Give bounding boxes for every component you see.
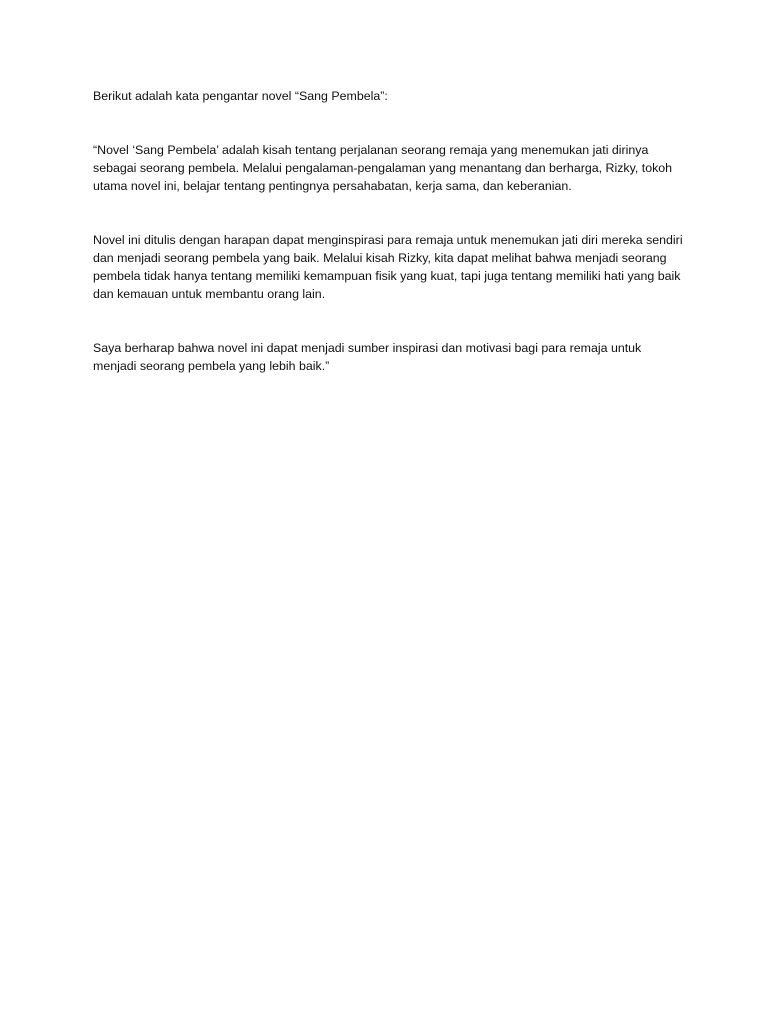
intro-line: Berikut adalah kata pengantar novel “Sang Pembela”: [93, 89, 388, 103]
paragraph-2: Novel ini ditulis dengan harapan dapat menginspirasi para remaja untuk menemukan jati diri mereka sendiri dan menjadi seorang pembela yang baik. Melalui kisah Rizky, kita dapat melihat bahwa menjadi seorang pembela tidak hanya tentang memiliki kemampuan fisik yang kuat, tapi juga tentang memiliki hati yang baik dan kemauan untuk membantu orang lain. [93, 233, 683, 301]
paragraph-3: Saya berharap bahwa novel ini dapat menjadi sumber inspirasi dan motivasi bagi para remaja untuk menjadi seorang pembela yang lebih baik.” [93, 341, 642, 373]
document-body [93, 87, 683, 375]
paragraph-1: “Novel ‘Sang Pembela’ adalah kisah tentang perjalanan seorang remaja yang menemukan jati dirinya sebagai seorang pembela. Melalui pengalaman-pengalaman yang menantang dan berharga, Rizky, tokoh utama novel ini, belajar tentang pentingnya persahabatan, kerja sama, dan keberanian. [93, 143, 673, 193]
